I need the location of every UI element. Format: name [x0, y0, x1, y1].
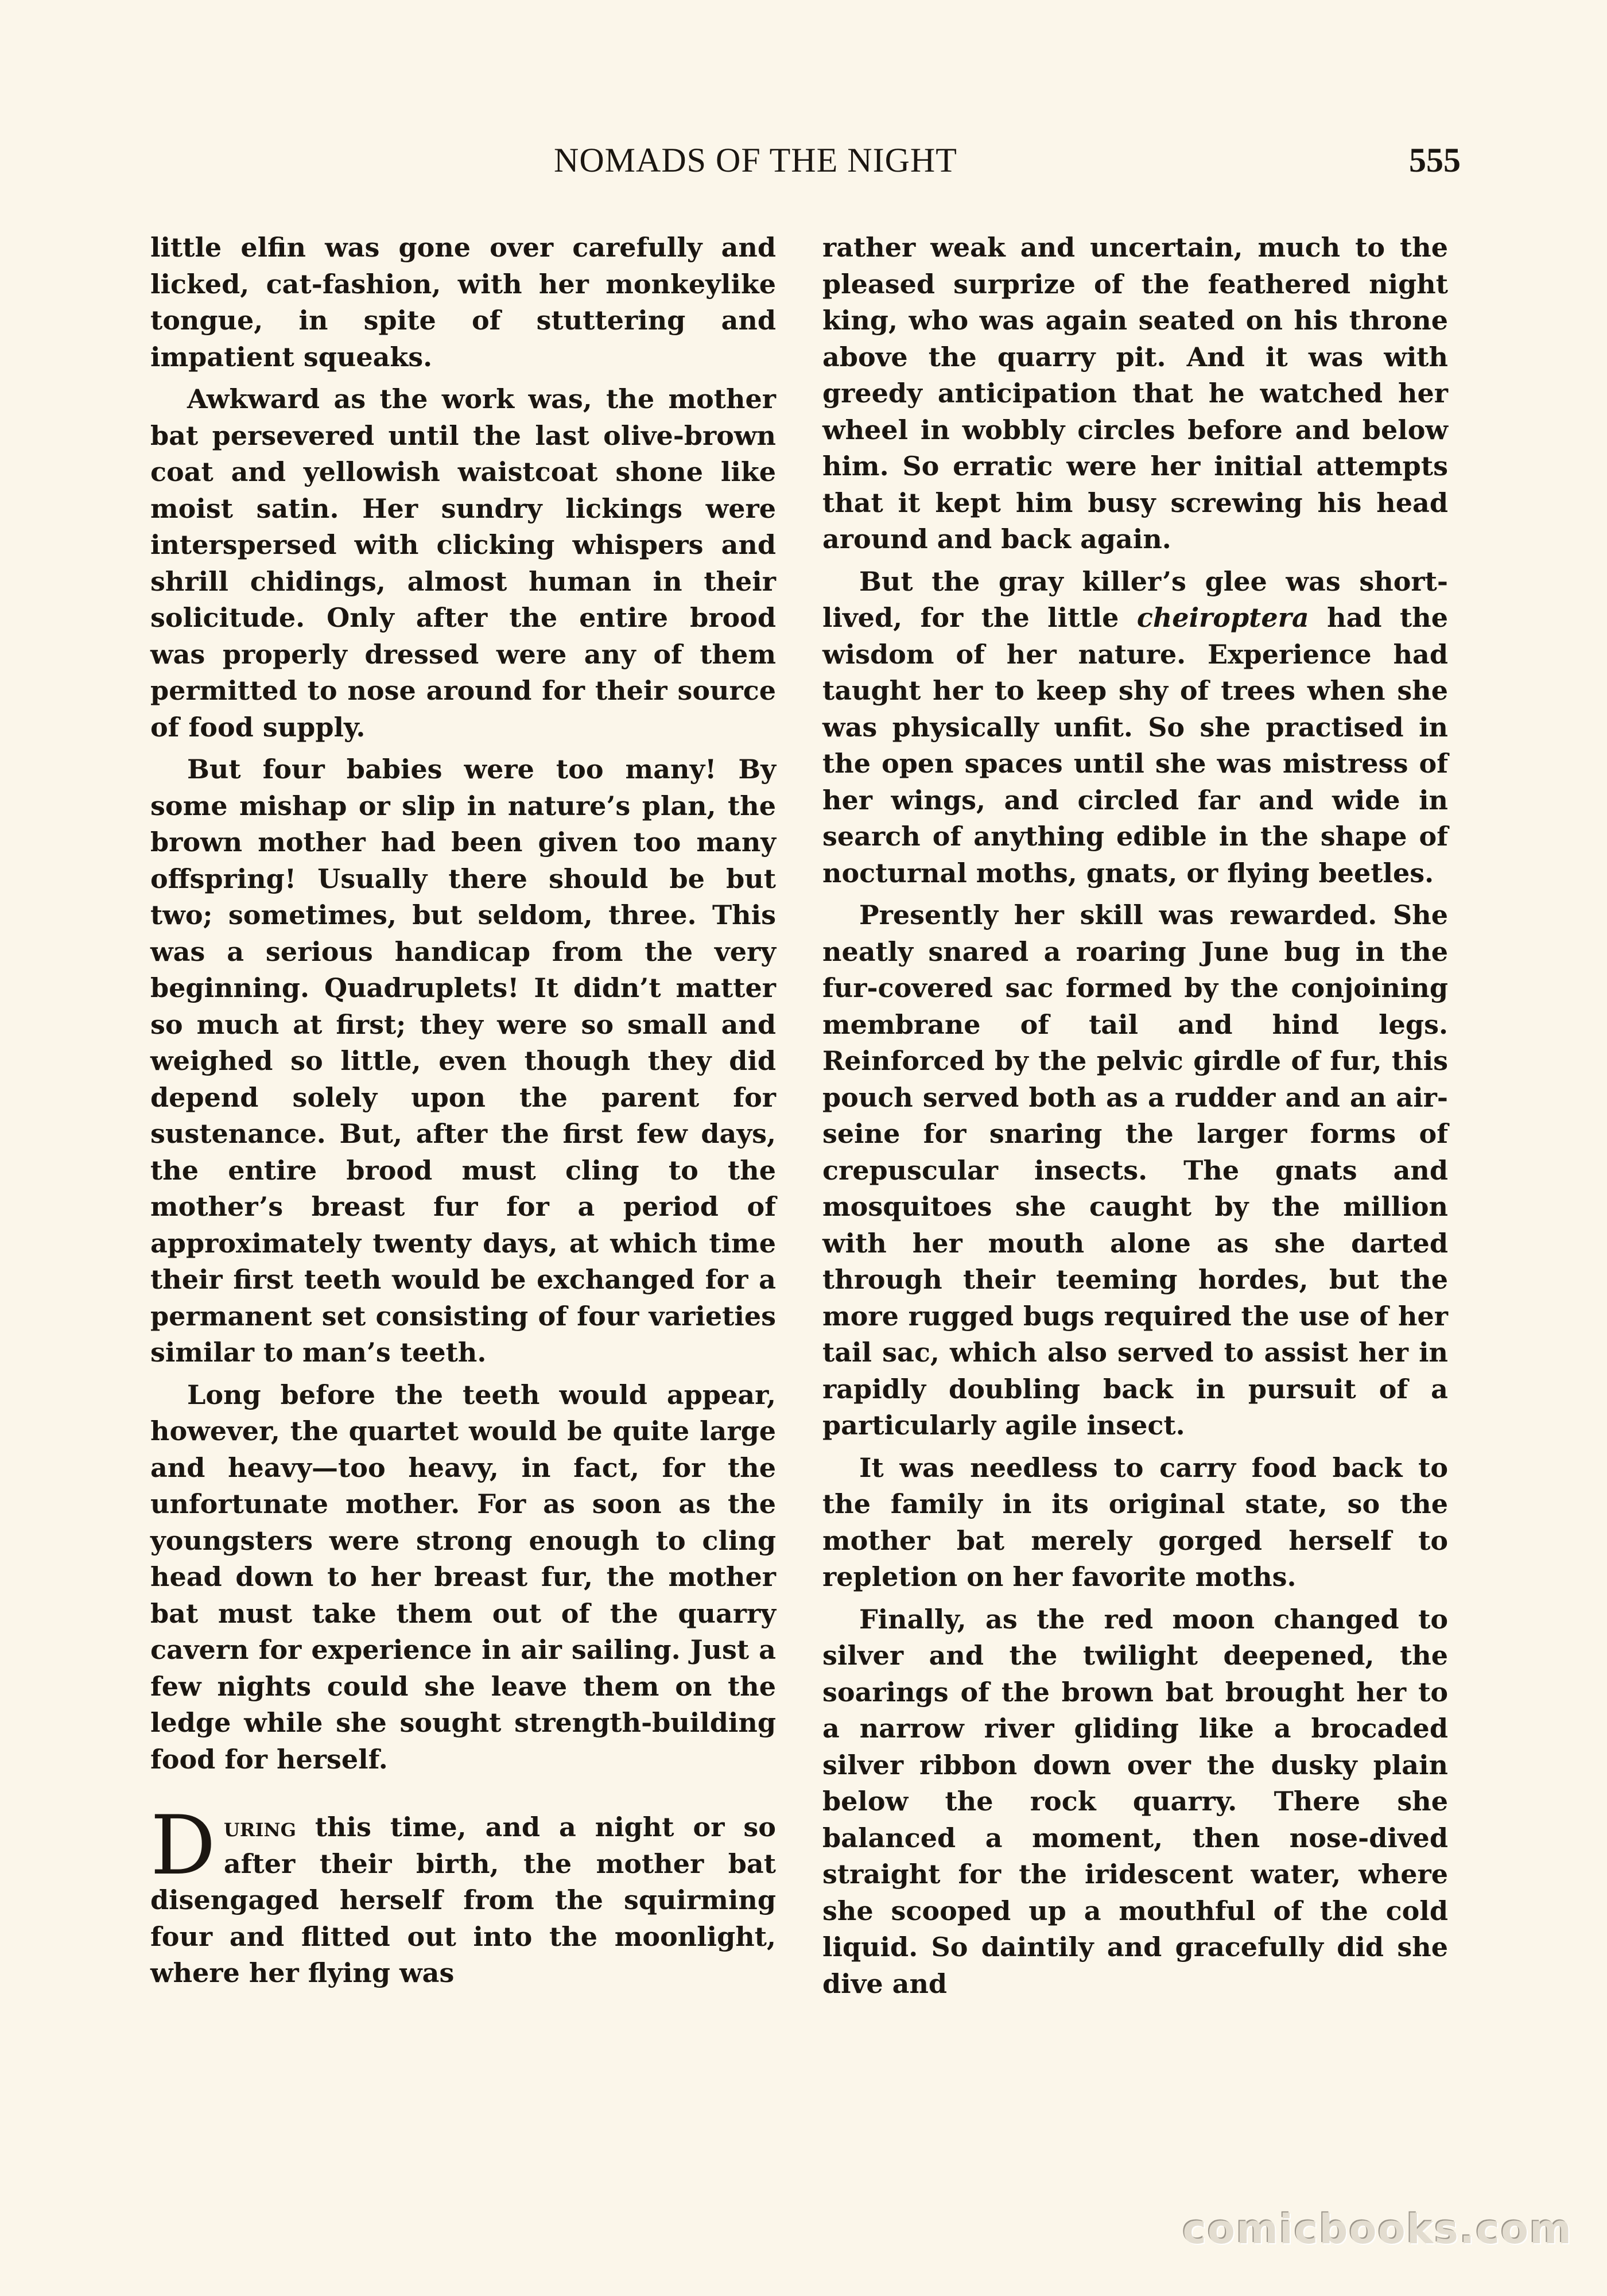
small-caps-lead: uring: [223, 1812, 296, 1843]
paragraph: Finally, as the red moon changed to silver and the twilight deepened, the soarings of the brown bat brought her to a narrow river gliding like a brocaded silver ribbon down over the dusky plain below the rock quarry. There she balanced a moment, then nose-dived straight for the iridescent water, where she scooped up a mouthful of the cold liquid. So daintily and gracefully did she dive and: [822, 1603, 1448, 1999]
watermark-logo: comicbooks.com: [1182, 2206, 1573, 2253]
right-column: [822, 230, 1448, 2008]
section-paragraph: [150, 1798, 776, 1992]
italic-term: cheiroptera: [1136, 602, 1309, 633]
paragraph: But four babies were too many! By some mishap or slip in nature’s plan, the brown mother had been given too many offspring! Usually there should be but two; sometimes, but seldom, three. This was a serious handicap from the very beginning. Quadruplets! It didn’t matter so much at first; they were so small and weighed so little, even though they did depend solely upon the parent for sustenance. But, after the first few days, the entire brood must cling to the mother’s breast fur for a period of approximately twenty days, at which time their first teeth would be exchanged for a permanent set consisting of four varieties similar to man’s teeth.: [150, 754, 776, 1368]
page-header: [554, 141, 1461, 187]
paragraph: little elfin was gone over carefully and licked, cat-fashion, with her monkeylike tongue, in spite of stuttering and impatient squeaks.: [150, 232, 776, 373]
drop-cap: D: [150, 1798, 216, 1893]
paragraph: Long before the teeth would appear, however, the quartet would be quite large and heavy—too heavy, in fact, for the unfortunate mother. For as soon as the youngsters were strong enough to cling head down to her breast fur, the mother bat must take them out of the quarry cavern for experience in air sailing. Just a few nights could she leave them on the ledge while she sought strength-building food for herself.: [150, 1379, 776, 1775]
running-head: NOMADS OF THE NIGHT: [554, 141, 957, 179]
paragraph-text: had the wisdom of her nature. Experience had taught her to keep shy of trees when she was physically unfit. So she practised in the open spaces until she was mistress of her wings, and circled far and wide in search of anything edible in the shape of nocturnal moths, gnats, or flying beetles.: [822, 602, 1448, 889]
paragraph: Awkward as the work was, the mother bat persevered until the last olive-brown coat and yellowish waistcoat shone like moist satin. Her sundry lickings were interspersed with clicking whispers and shrill chidings, almost human in their solicitude. Only after the entire brood was properly dressed were any of them permitted to nose around for their source of food supply.: [150, 383, 776, 743]
paragraph-text: this time, and a night or so after their birth, the mother bat disengaged herself from the squirming four and flitted out into the moonlight, where her flying was: [150, 1812, 776, 1988]
paragraph-text: But the gray killer’s glee was short-lived, for the little: [822, 565, 1448, 633]
left-column: [150, 230, 776, 1998]
paragraph: [822, 564, 1448, 892]
paragraph: Presently her skill was rewarded. She neatly snared a roaring June bug in the fur-covered sac formed by the conjoining membrane of tail and hind legs. Reinforced by the pelvic girdle of fur, this pouch served both as a rudder and an air-seine for snaring the larger forms of crepuscular insects. The gnats and mosquitoes she caught by the million with her mouth alone as she darted through their teeming hordes, but the more rugged bugs required the use of her tail sac, which also served to assist her in rapidly doubling back in pursuit of a particularly agile insect.: [822, 899, 1448, 1441]
paragraph: rather weak and uncertain, much to the pleased surprize of the feathered night king, who was again seated on his throne above the quarry pit. And it was with greedy anticipation that he watched her wheel in wobbly circles before and below him. So erratic were her initial attempts that it kept him busy screwing his head around and back again.: [822, 232, 1448, 554]
paragraph: It was needless to carry food back to the family in its original state, so the mother bat merely gorged herself to repletion on her favorite moths.: [822, 1452, 1448, 1592]
page-number: 555: [1409, 141, 1461, 179]
